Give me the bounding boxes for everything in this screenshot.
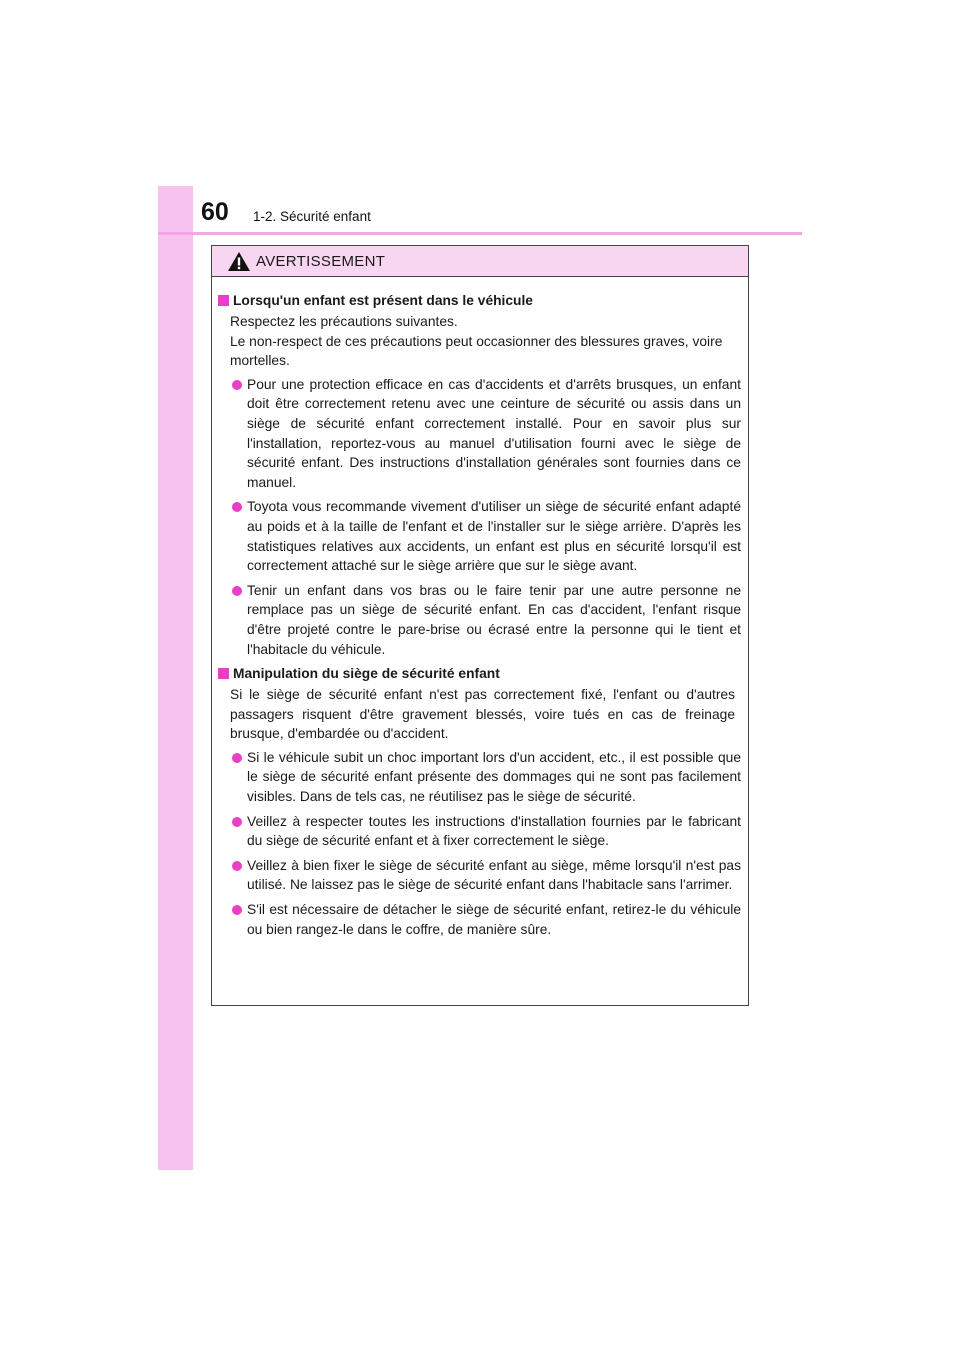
list-item-text: Si le véhicule subit un choc important lors d'un accident, etc., il est possible que le siège de sécurité enfant présente des dommages qui ne sont pas facilement visibles. Dans de tels cas, ne réutilisez pas le siège de sécurité. [247,749,741,805]
list-item-text: Toyota vous recommande vivement d'utiliser un siège de sécurité enfant adapté au poids et à la taille de l'enfant et de l'installer sur le siège arrière. D'après les statistiques relatives aux accidents, un enfant est plus en sécurité lorsqu'il est correctement attaché sur le siège arrière que sur le siège avant. [247,499,741,574]
circle-bullet-icon [232,817,242,827]
warning-box [211,245,749,1006]
side-tab-band [158,186,193,1170]
list-item [218,900,741,939]
circle-bullet-icon [232,753,242,763]
warning-triangle-icon [228,252,250,271]
list-item-text: Veillez à respecter toutes les instructions d'installation fournies par le fabricant du siège de sécurité enfant et à fixer correctement le siège. [247,813,741,849]
list-item [218,581,741,659]
intro-paragraph [218,685,741,744]
list-item [218,812,741,851]
section-title: Manipulation du siège de sécurité enfant [233,666,500,682]
list-item-text: Veillez à bien fixer le siège de sécurité enfant au siège, même lorsqu'il n'est pas utilisé. Ne laissez pas le siège de sécurité enfant dans l'habitacle sans l'arrimer. [247,857,741,893]
circle-bullet-icon [232,380,242,390]
list-item-text: S'il est nécessaire de détacher le siège de sécurité enfant, retirez-le du véhicule ou bien rangez-le dans le coffre, de manière sûre. [247,902,741,937]
header-rule [158,232,802,235]
intro-paragraph [218,312,741,371]
section-heading [218,291,741,311]
intro-line: Respectez les précautions suivantes. [230,314,458,329]
circle-bullet-icon [232,905,242,915]
intro-line: Si le siège de sécurité enfant n'est pas correctement fixé, l'enfant ou d'autres passagers risquent d'être gravement blessés, voire tués en cas de freinage brusque, d'embardée ou d'accident. [230,687,735,742]
section-title: Lorsqu'un enfant est présent dans le véhicule [233,293,533,308]
section-label: 1-2. Sécurité enfant [253,209,371,224]
list-item-text: Pour une protection efficace en cas d'accidents et d'arrêts brusques, un enfant doit être correctement retenu avec une ceinture de sécurité ou assis dans un siège de sécurité enfant correctement installé. Pour en savoir plus sur l'installation, reportez-vous au manuel d'utilisation fourni avec le siège de sécurité enfant. Des instructions d'installation générales sont fournies dans ce manuel. [247,376,741,490]
list-item-text: Tenir un enfant dans vos bras ou le faire tenir par une autre personne ne remplace pas un siège de sécurité enfant. En cas d'accident, l'enfant risque d'être projeté contre le pare-brise ou écrasé entre la personne qui le tient et l'habitacle du véhicule. [247,582,741,657]
list-item [218,856,741,895]
warning-section-child-present [218,291,741,659]
square-bullet-icon [218,295,229,306]
section-heading [218,664,741,684]
page-number: 60 [201,198,229,226]
circle-bullet-icon [232,586,242,596]
circle-bullet-icon [232,861,242,871]
warning-title: AVERTISSEMENT [256,252,386,270]
square-bullet-icon [218,668,229,679]
warning-section-seat-handling [218,664,741,939]
intro-line: Le non-respect de ces précautions peut occasionner des blessures graves, voire mortelles. [230,333,723,369]
list-item [218,748,741,807]
list-item [218,375,741,493]
circle-bullet-icon [232,502,242,512]
warning-body [212,277,748,939]
list-item [218,497,741,575]
warning-header [212,246,748,277]
